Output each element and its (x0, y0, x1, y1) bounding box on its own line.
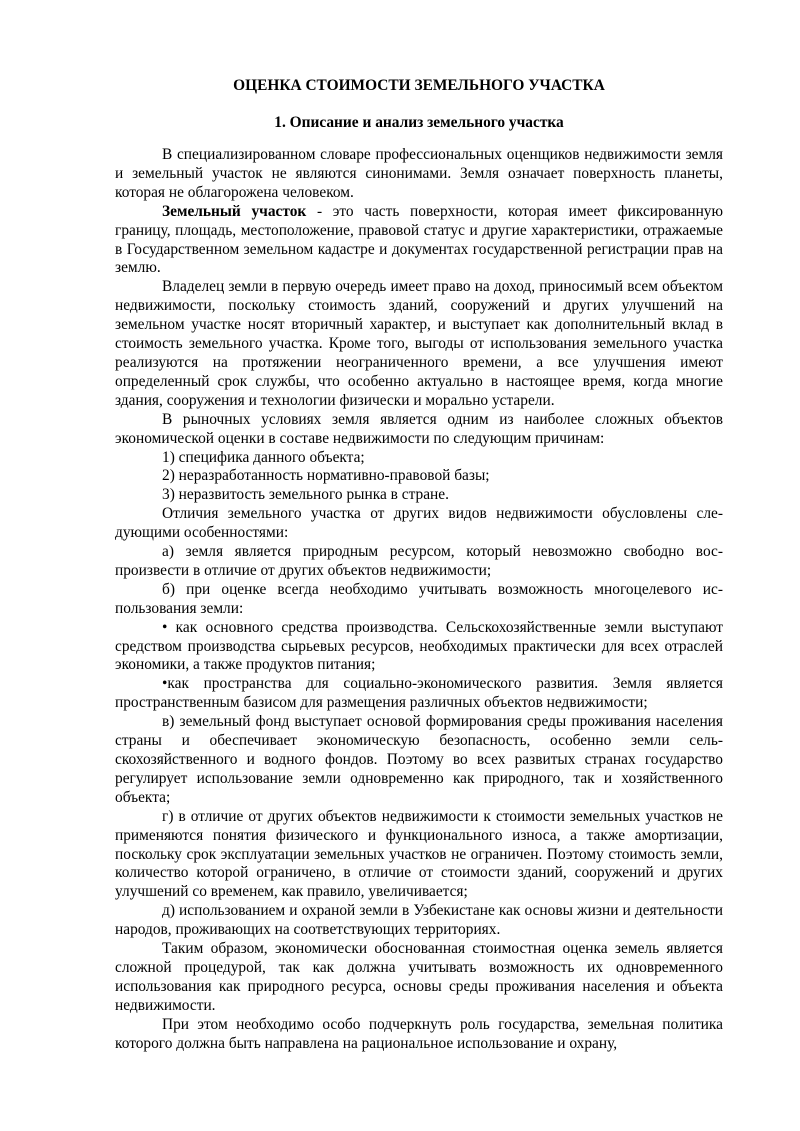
document-title: ОЦЕНКА СТОИМОСТИ ЗЕМЕЛЬНОГО УЧАСТКА (233, 77, 605, 94)
paragraph-text: •как пространства для социально-экономического развития. Земля является пространственным базисом для размещения различных объектов недвижимости; (115, 675, 723, 712)
paragraph-text: в) земельный фонд выступает основой формирования среды проживания населения страны и обеспечивает экономическую безопасность, особенно земли сельскохозяйственного и водного фондов. Поэтому во всех развитых странах государство регулирует использование земли одновременно как природного, так и хозяйственного объекта; (115, 713, 723, 806)
paragraph-text: В рыночных условиях земля является одним из наиболее сложных объектов экономической оценки в составе недвижимости по следующим причинам: (115, 410, 723, 447)
paragraph-text: а) земля является природным ресурсом, который невозможно свободно воспроизвести в отличие от других объектов недвижимости; (115, 543, 723, 579)
list-item (115, 808, 723, 903)
list-item (115, 543, 723, 581)
paragraph-text: 2) неразработанность нормативно-правовой базы; (162, 467, 490, 485)
paragraph-text: д) использованием и охраной земли в Узбекистане как основы жизни и деятельности народов, проживающих на соответствующих территориях. (115, 902, 723, 939)
paragraph-text: При этом необходимо особо подчеркнуть роль государства, земельная политика которого должна быть направлена на рациональное использование и охрану, (115, 1015, 723, 1052)
list-item (115, 902, 723, 940)
paragraph-text: Таким образом, экономически обоснованная стоимостная оценка земель является сложной процедурой, так как должна учитывать возможность их одновременного использования как природного ресурса, основы среды проживания населения и объекта недвижимости. (115, 940, 723, 1014)
paragraph-text: г) в отличие от других объектов недвижимости к стоимости земельных участков не применяются понятия физического и функционального износа, а также амортизации, поскольку срок эксплуатации земельных участков не ограничен. Поэтому стоимость земли, количество которой ограничено, в отличие от стоимости зданий, сооружений и других улучшений со временем, как правило, увеличивается; (115, 807, 723, 901)
paragraph (115, 940, 723, 1016)
paragraph (115, 505, 723, 543)
paragraph-definition (115, 203, 723, 279)
paragraph (115, 1016, 723, 1054)
paragraph (115, 278, 723, 410)
paragraph-text: 1) специфика данного объекта; (162, 448, 365, 466)
bullet-item (115, 675, 723, 713)
paragraph (115, 411, 723, 449)
paragraph-text: б) при оценке всегда необходимо учитывать возможность многоцелевого использования земли: (115, 580, 723, 617)
defined-term: Земельный участок (162, 202, 307, 220)
bullet-item (115, 619, 723, 676)
paragraph-text: В специализированном словаре профессиональных оценщиков недвижимости земля и земельный участок не являются синонимами. Земля означает поверхность планеты, которая не облагорожена человеком. (115, 146, 723, 201)
list-item (115, 486, 723, 505)
list-item (115, 449, 723, 468)
paragraph (115, 146, 723, 203)
paragraph-text: • как основного средства производства. Сельскохозяйственные земли выступают средством производства сырьевых ресурсов, необходимых практически для всех отраслей экономики, а также продуктов питания; (115, 618, 723, 674)
list-item (115, 581, 723, 619)
list-item (115, 713, 723, 808)
paragraph-text: Отличия земельного участка от других видов недвижимости обусловлены следующими особенностями: (115, 505, 723, 542)
paragraph-text: - это часть поверхности, которая имеет фиксированную границу, площадь, местоположение, правовой статус и другие характеристики, отражаемые в Государственном земельном кадастре и документах государственной регистрации прав на землю. (115, 202, 723, 277)
document-body (115, 146, 723, 1054)
list-item (115, 467, 723, 486)
paragraph-text: Владелец земли в первую очередь имеет право на доход, приносимый всем объектом недвижимости, поскольку стоимость зданий, сооружений и других улучшений на земельном участке носят вторичный характер, и выступает как дополнительный вклад в стоимость земельного участка. Кроме того, выгоды от использования земельного участка реализуются на протяжении неограниченного времени, а все улучшения имеют определенный срок службы, что особенно актуально в настоящее время, когда многие здания, сооружения и технологии физически и морально устарели. (115, 278, 723, 409)
section-heading: 1. Описание и анализ земельного участка (274, 114, 564, 131)
paragraph-text: 3) неразвитость земельного рынка в стране. (162, 486, 449, 504)
